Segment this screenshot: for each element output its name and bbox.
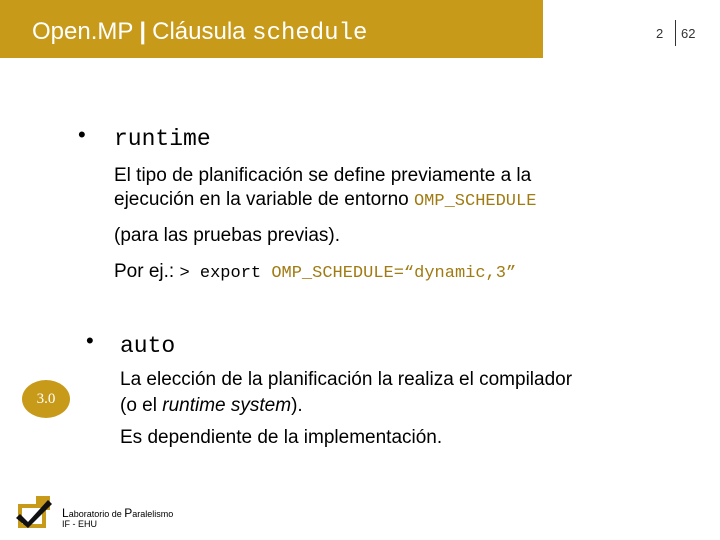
bullet-icon: •: [86, 328, 94, 353]
runtime-line3: (para las pruebas previas).: [114, 225, 340, 246]
runtime-example: [114, 260, 516, 286]
footer-p-initial: P: [124, 506, 133, 520]
slide-title: [32, 18, 367, 47]
runtime-env-var: OMP_SCHEDULE: [413, 192, 537, 211]
auto-line2-pre: (o el: [120, 395, 163, 416]
runtime-line1: El tipo de planificación se define previamente a la: [114, 165, 532, 186]
checkmark-logo-icon: [14, 494, 54, 530]
runtime-line2: [114, 188, 536, 214]
footer-institution: IF - EHU: [62, 519, 97, 529]
title-separator: |: [139, 18, 147, 45]
example-code: OMP_SCHEDULE=“dynamic,3”: [271, 264, 517, 283]
footer-lab-name: [62, 506, 173, 520]
page-total: 62: [681, 26, 696, 41]
title-code: schedule: [252, 20, 368, 47]
page-divider: [675, 20, 676, 46]
auto-line1: La elección de la planificación la realiza el compilador: [120, 369, 573, 390]
footer-p-rest: aralelismo: [132, 509, 174, 519]
bullet-icon: •: [78, 122, 86, 147]
auto-line2-post: ).: [291, 395, 303, 416]
auto-line2-em: runtime system: [162, 395, 292, 416]
footer-l-initial: L: [62, 506, 69, 520]
version-badge: 3.0: [22, 380, 70, 418]
title-part1: Open.MP: [32, 18, 134, 45]
auto-line3: Es dependiente de la implementación.: [120, 427, 443, 448]
example-prefix: Por ej.:: [114, 261, 180, 282]
runtime-line2-text: ejecución en la variable de entorno: [114, 189, 414, 210]
auto-term: auto: [120, 333, 176, 359]
auto-line2: [120, 394, 303, 418]
example-command: > export: [179, 264, 272, 283]
page-current: 2: [656, 26, 664, 41]
title-part2: Cláusula: [152, 18, 246, 45]
footer-l-rest: aboratorio de: [68, 509, 125, 519]
runtime-term: runtime: [114, 126, 211, 152]
